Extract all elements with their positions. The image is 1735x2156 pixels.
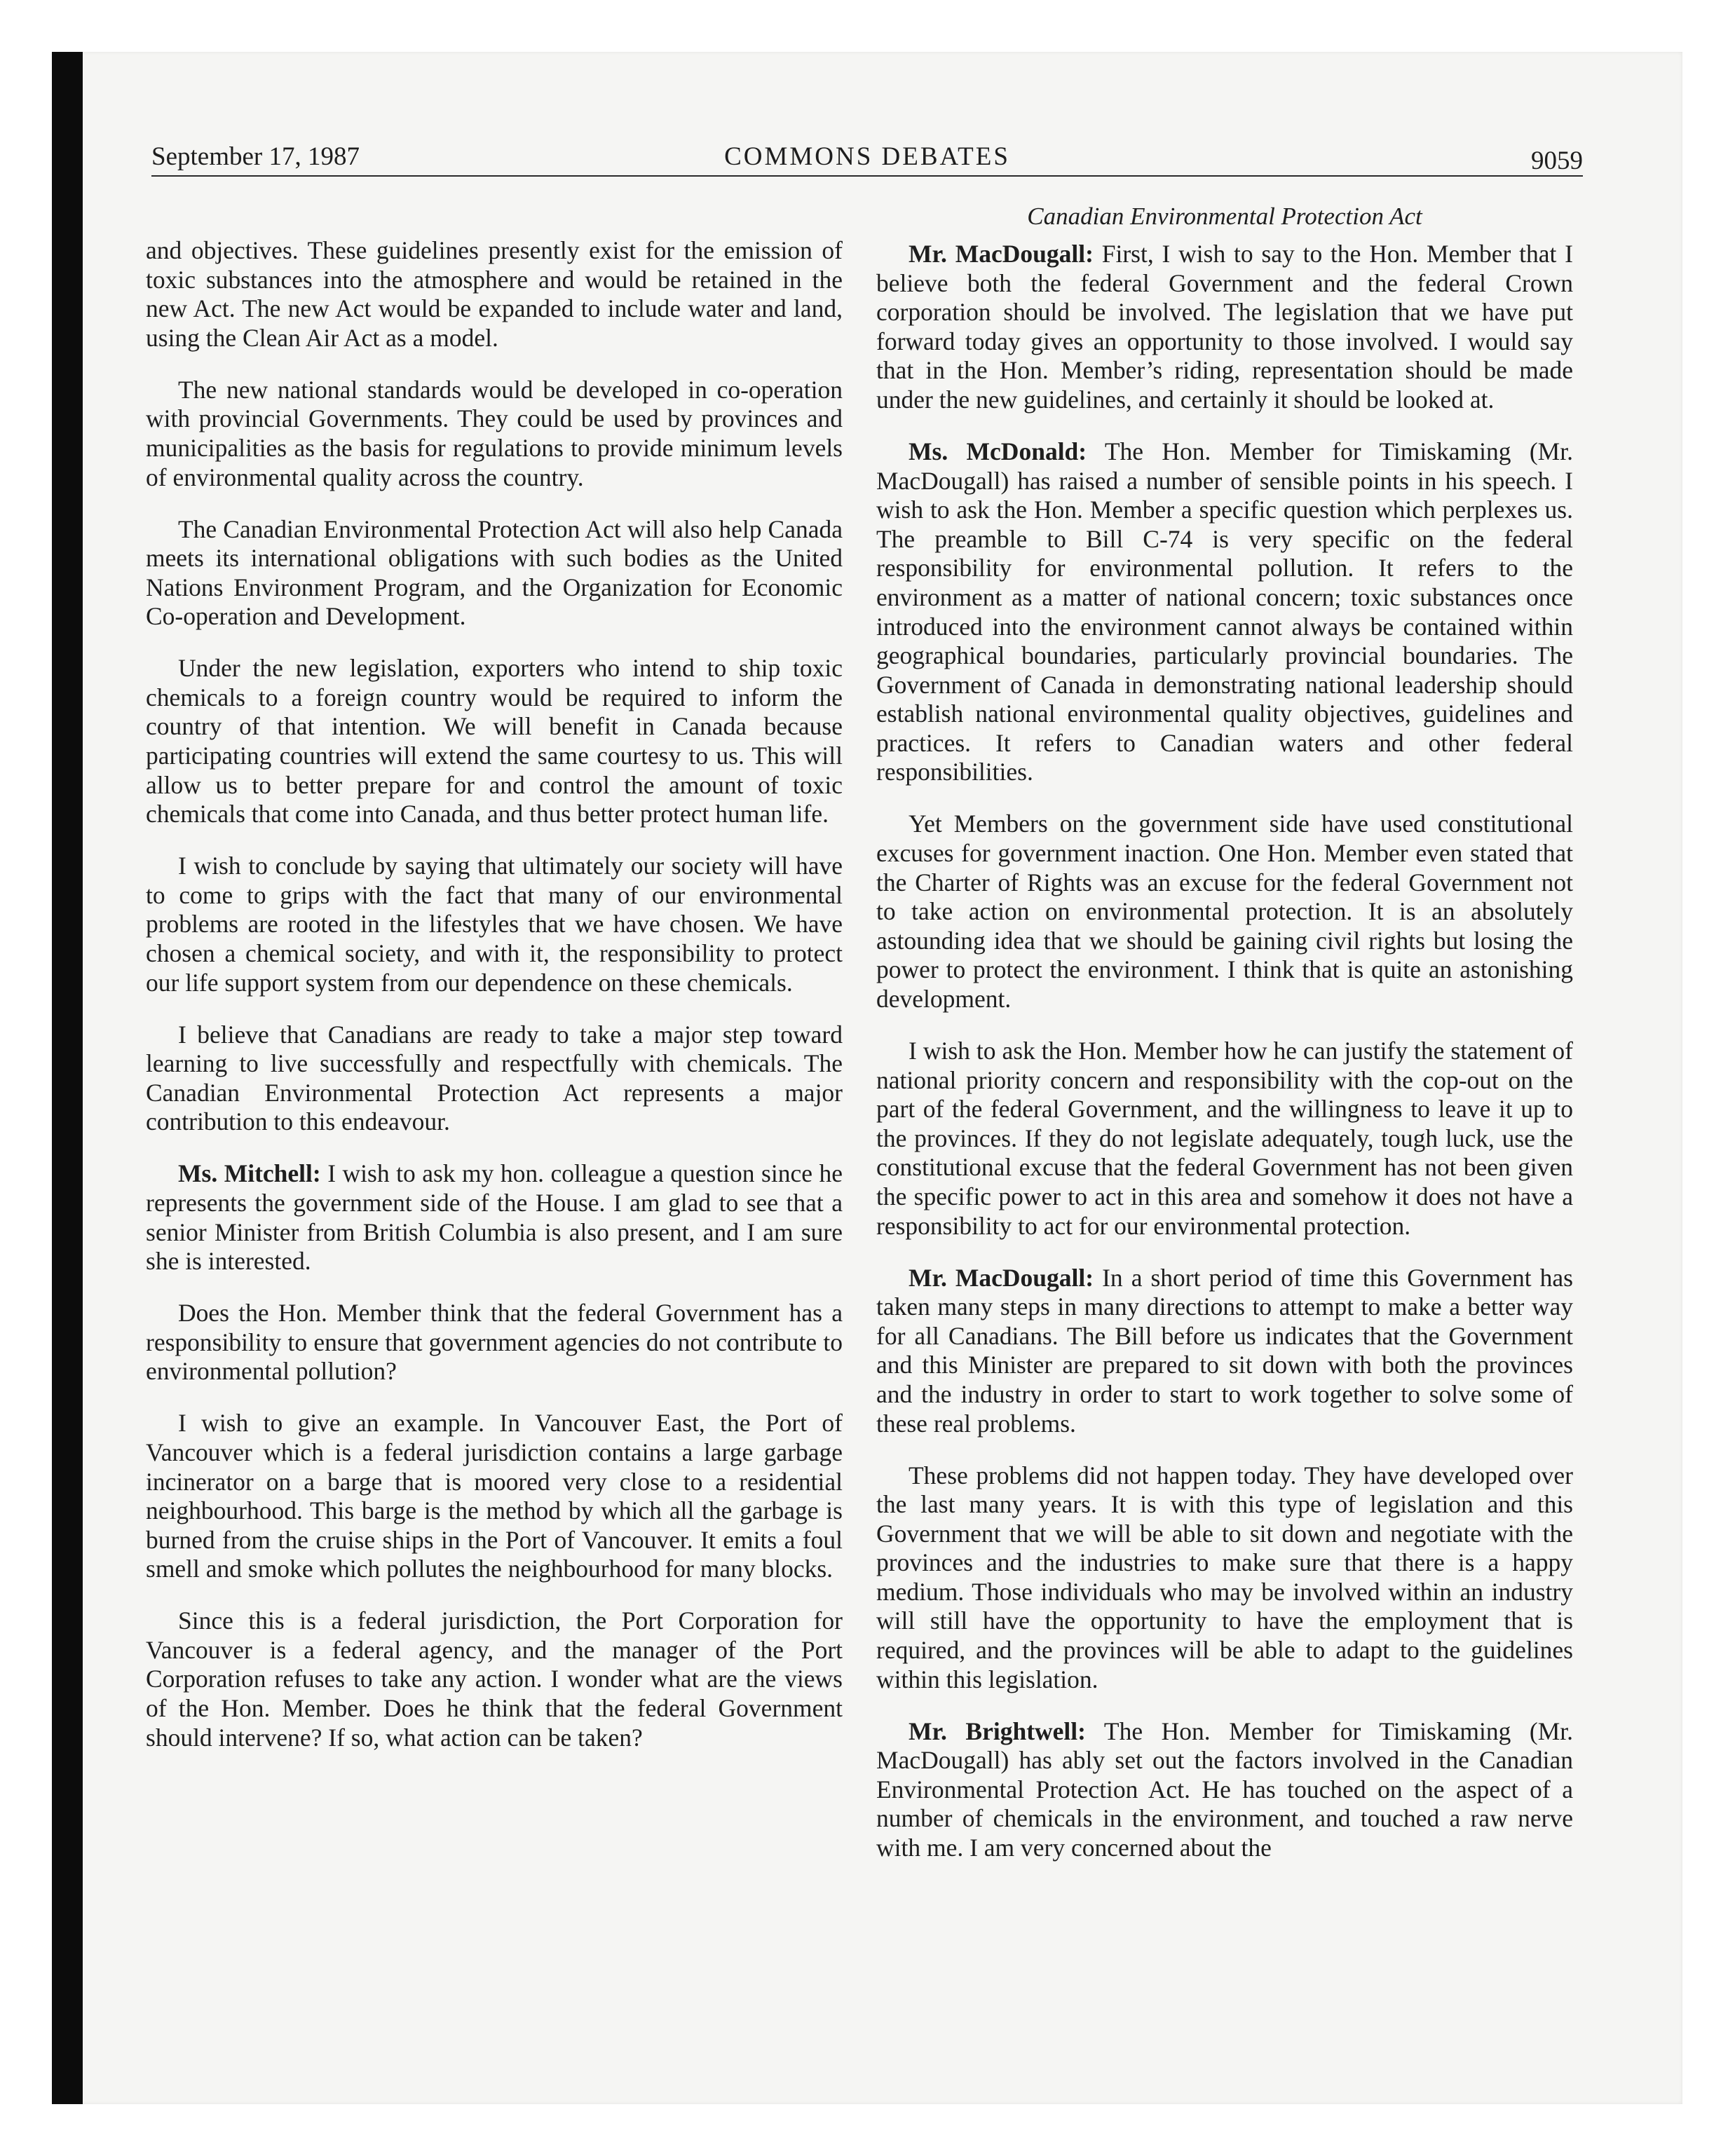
paragraph — [146, 1159, 843, 1276]
paragraph — [146, 654, 843, 829]
paragraph — [146, 1021, 843, 1137]
paragraph — [876, 1717, 1573, 1863]
paragraph — [146, 236, 843, 353]
paragraph-text: First, I wish to say to the Hon. Member that I believe both the federal Government and the federal Crown corporation should be involved. The legislation that we have put forward today gives an opportunity to those involved. I would say that in the Hon. Member’s riding, representation should be made under the new guidelines, and certainly it should be looked at. — [876, 240, 1573, 414]
paragraph-text: The Hon. Member for Timiskaming (Mr. MacDougall) has raised a number of sensible points in his speech. I wish to ask the Hon. Member a specific question which perplexes us. The preamble to Bill C-74 is very specific on the federal responsibility for environmental pollution. It refers to the environment as a matter of national concern; toxic substances once introduced into the environment cannot always be contained within geographical boundaries, particularly provincial boundaries. The Government of Canada in demonstrating national leadership should establish national environmental quality objectives, guidelines and practices. It refers to Canadian waters and other federal responsibilities. — [876, 437, 1573, 786]
paragraph-text: Under the new legislation, exporters who intend to ship toxic chemicals to a foreign country would be required to inform the country of that intention. We will benefit in Canada because participating countries will extend the same courtesy to us. This will allow us to better prepare for and control the amount of toxic chemicals that come into Canada, and thus better protect human life. — [146, 654, 843, 828]
paragraph-text: These problems did not happen today. They have developed over the last many years. It is with this type of legislation and this Government that we will be able to sit down and negotiate with the provinces and the industries to make sure that there is a happy medium. Those individuals who may be involved within an industry will still have the opportunity to have the employment that is required, and the provinces will be able to adapt to the guidelines within this legislation. — [876, 1461, 1573, 1693]
paragraph-text: and objectives. These guidelines presently exist for the emission of toxic substances into the atmosphere and would be retained in the new Act. The new Act would be expanded to include water and land, using the Clean Air Act as a model. — [146, 236, 843, 352]
paragraph — [876, 1037, 1573, 1241]
paragraph-text: In a short period of time this Government has taken many steps in many directions to attempt to make a better way for all Canadians. The Bill before us indicates that the Government and this Minister are prepared to sit down with both the provinces and the industry in order to start to work together to solve some of these real problems. — [876, 1263, 1573, 1438]
paragraph — [876, 240, 1573, 415]
paragraph-text: I believe that Canadians are ready to take a major step toward learning to live successfully and respectfully with chemicals. The Canadian Environmental Protection Act represents a major contribution to this endeavour. — [146, 1020, 843, 1136]
speaker-name: Mr. MacDougall: — [909, 1263, 1094, 1292]
paragraph — [146, 1606, 843, 1752]
paragraph — [146, 515, 843, 632]
paragraph — [146, 1409, 843, 1584]
paragraph — [146, 852, 843, 997]
left-column — [146, 236, 843, 1775]
section-heading: Canadian Environmental Protection Act — [1027, 203, 1422, 230]
paragraph — [876, 437, 1573, 787]
binding-edge — [52, 52, 83, 2104]
paragraph — [876, 1264, 1573, 1439]
running-head — [151, 137, 1583, 177]
paragraph-text: Since this is a federal jurisdiction, the Port Corporation for Vancouver is a federal agency, and the manager of the Port Corporation refuses to take any action. I wonder what are the views of the Hon. Member. Does he think that the federal Government should intervene? If so, what action can be taken? — [146, 1606, 843, 1752]
paragraph-text: I wish to ask the Hon. Member how he can justify the statement of national priority concern and responsibility with the cop-out on the part of the federal Government, and the willingness to leave it up to the provinces. If they do not legislate adequately, tough luck, use the constitutional excuse that the federal Government has not been given the specific power to act in this area and somehow it does not have a responsibility to act for our environmental protection. — [876, 1037, 1573, 1240]
paragraph — [876, 810, 1573, 1014]
speaker-name: Mr. Brightwell: — [909, 1717, 1086, 1745]
speaker-name: Ms. McDonald: — [909, 437, 1087, 465]
speaker-name: Ms. Mitchell: — [178, 1159, 321, 1188]
paragraph-text: Does the Hon. Member think that the federal Government has a responsibility to ensure that government agencies do not contribute to environmental pollution? — [146, 1299, 843, 1386]
paragraph-text: The Canadian Environmental Protection Act will also help Canada meets its international obligations with such bodies as the United Nations Environment Program, and the Organization for Economic Co-operation and Development. — [146, 514, 843, 631]
header-rule — [151, 175, 1583, 177]
paragraph-text: Yet Members on the government side have used constitutional excuses for government inaction. One Hon. Member even stated that the Charter of Rights was an excuse for the federal Government not to take action on environmental protection. It is an absolutely astounding idea that we should be gaining civil rights but losing the power to protect the environment. I think that is quite an astonishing development. — [876, 810, 1573, 1014]
paragraph-text: The new national standards would be developed in co-operation with provincial Governments. They could be used by provinces and municipalities as the basis for regulations to provide minimum levels of environmental quality across the country. — [146, 375, 843, 491]
header-date: September 17, 1987 — [151, 142, 360, 171]
paragraph-text: I wish to ask my hon. colleague a question since he represents the government side of the House. I am glad to see that a senior Minister from British Columbia is also present, and I am sure she is interested. — [146, 1159, 843, 1276]
paragraph-text: I wish to conclude by saying that ultimately our society will have to come to grips with the fact that many of our environmental problems are rooted in the lifestyles that we have chosen. We have chosen a chemical society, and with it, the responsibility to protect our life support system from our dependence on these chemicals. — [146, 852, 843, 997]
header-title: COMMONS DEBATES — [724, 142, 1010, 171]
paragraph-text: The Hon. Member for Timiskaming (Mr. MacDougall) has ably set out the factors involved in the Canadian Environmental Protection Act. He has touched on the aspect of a number of chemicals in the environment, and touched a raw nerve with me. I am very concerned about the — [876, 1717, 1574, 1862]
paragraph-text: I wish to give an example. In Vancouver East, the Port of Vancouver which is a federal jurisdiction contains a large garbage incinerator on a barge that is moored very close to a residential neighbourhood. This barge is the method by which all the garbage is burned from the cruise ships in the Port of Vancouver. It emits a foul smell and smoke which pollutes the neighbourhood for many blocks. — [146, 1409, 843, 1583]
paragraph — [146, 376, 843, 492]
page-number: 9059 — [1531, 146, 1583, 175]
speaker-name: Mr. MacDougall: — [909, 240, 1094, 268]
right-column — [876, 202, 1573, 1885]
paragraph — [146, 1299, 843, 1386]
paragraph — [876, 1461, 1573, 1695]
